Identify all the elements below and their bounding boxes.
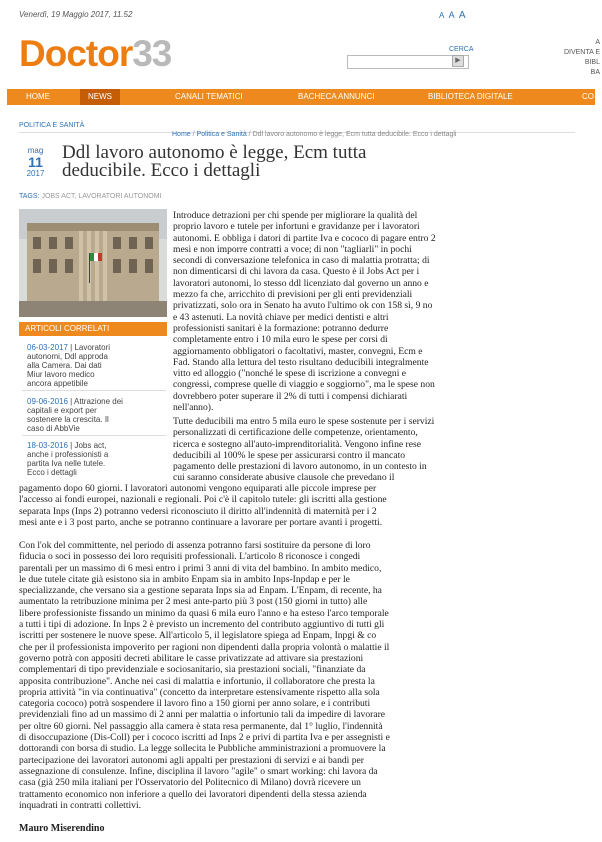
article-text-line: e 43 astenuti. La novità chiave per medici dentisti e altri: [173, 311, 389, 323]
article-date-day: 11: [28, 154, 43, 170]
article-tags: [19, 193, 162, 200]
article-text-line: Introduce detrazioni per chi spende per migliorare la qualità del: [173, 210, 418, 221]
article-text-line: trattamento economico non inferiore a quello dei lavoratori dipendenti della stessa azienda: [19, 788, 367, 800]
article-photo: [19, 209, 167, 317]
divider: [22, 390, 166, 391]
article-text-line: propria attività "in via continuativa" (concetto da interpretare estensivamente rispetto alla sola: [19, 686, 380, 698]
nav-item-biblioteca-digitale[interactable]: BIBLIOTECA DIGITALE: [428, 92, 513, 101]
nav-item-canali-tematici[interactable]: CANALI TEMATICI: [175, 92, 243, 101]
article-text-line: categoria cococo) potrà sospendere il lavoro fino a 150 giorni per anno solare, e i contributi: [19, 698, 371, 710]
article-text-line: aumentato la retribuzione minima per 2 mesi ante-parto più 3 post (150 giorni in tutto) alle: [19, 596, 368, 608]
article-text-line: Fad. Stando alla lettura del testo risultano deducibili integralmente: [173, 356, 429, 368]
article-text-line: assegnazione di consulenze. Infine, disciplina il lavoro "agile" o smart working: chi lavora da: [19, 765, 378, 777]
article-text-line: autonomi. E obbliga i datori di partite Iva e cococo di pagare entro 2: [173, 232, 436, 244]
article-text-line: personalizzati di certificazione delle competenze, orientamento,: [173, 427, 418, 439]
font-size-small-button[interactable]: A: [439, 11, 446, 20]
article-text-line: libere professioniste fissando un minimo da quasi 6 mila euro l'anno e ha esteso l'arco temporale: [19, 607, 389, 619]
top-bar: [0, 0, 595, 26]
article-text-line: specializzande, che versano sia a gestione separata Inps sia ad Enpam. L'Enpam, di recente, ha: [19, 585, 382, 597]
article-text-line: iscritti per sostenere le nuove spese. All'articolo 5, il legislatore spiega ad Enpam, Inpgi & co: [19, 630, 377, 642]
main-nav: [7, 89, 595, 105]
article-paragraph-1: [173, 210, 573, 413]
article-text-line: lavoratori autonomi, lo stesso ddl licenziato dal governo un anno e: [173, 277, 429, 289]
related-article-1[interactable]: 06-03-2017 | Lavoratori autonomi, Ddl approda alla Camera. Dai dati Miur lavoro medico ancora appetibile: [27, 343, 111, 388]
nav-item-bacheca-annunci[interactable]: BACHECA ANNUNCI: [298, 92, 375, 101]
article-text-line: professionisti sanitari è la formazione: potranno dedurre: [173, 322, 389, 334]
article-text-line: non dimenticarsi di chi lavora da casa. Questo è il Jobs Act per i: [173, 266, 420, 278]
section-label[interactable]: POLITICA E SANITÀ: [19, 122, 85, 129]
article-text-line: mesi ante e i 3 post parto, anche se potranno continuare a lavorare per portare avanti i progetti.: [19, 516, 383, 528]
article-title: Ddl lavoro autonomo è legge, Ecm tutta deducibile. Ecco i dettagli: [62, 142, 367, 181]
article-text-line: parentali per un massimo di 6 mesi entro i primi 3 anni di vita del bambino. In ambito medico,: [19, 562, 382, 574]
article-date: [19, 146, 52, 178]
article-text-line: secondi di conversazione telefonica in caso di malattia protratta; di: [173, 255, 430, 267]
article-text-line: proprio lavoro e tutele per infortuni e gravidanze per i lavoratori: [173, 221, 420, 233]
nav-item-news[interactable]: NEWS: [80, 89, 120, 105]
related-article-date: 18-03-2016: [27, 441, 68, 450]
article-text-line: fiducia o soci in possesso dei loro requisiti professionali. L'articolo 8 riconosce i congedi: [19, 551, 361, 563]
article-paragraph-2: [173, 416, 578, 484]
divider: [22, 435, 166, 436]
logo-number: 33: [132, 33, 172, 74]
article-text-line: cui saranno considerate abusive clausole che prevedano il: [173, 472, 395, 484]
site-logo[interactable]: [19, 33, 171, 73]
article-date-year: 2017: [26, 169, 45, 178]
article-text-line: complementari di tipo previdenziale e sociosanitario, sia prestazioni sociali, "finanziate da: [19, 664, 366, 676]
article-text-line: ricerca e sostegno all'auto-imprenditorialità. Vengono infine rese: [173, 438, 421, 450]
article-text-line: partecipazione dei lavoratori autonomi agli appalti per prestazioni di servizi e ai bandi per: [19, 754, 364, 766]
article-text-line: governo potrà con appositi decreti abilitare le casse privatizzate ad attivare sia prestazioni: [19, 652, 364, 664]
tags-list[interactable]: JOBS ACT, LAVORATORI AUTONOMI: [41, 193, 162, 200]
nav-item-more[interactable]: CO: [582, 92, 594, 101]
article-paragraph-4: [19, 540, 579, 811]
article-text-line: a tutti i tipi di adozione. In Inps 2 è previsto un incremento del contributo aggiuntivo di tutti gli: [19, 619, 385, 631]
breadcrumb-section[interactable]: Politica e Sanità: [196, 131, 247, 138]
breadcrumb-current: / Ddl lavoro autonomo è legge, Ecm tutta deducibile. Ecco i dettagli: [246, 131, 457, 138]
nav-item-home[interactable]: HOME: [26, 92, 50, 101]
article-text-line: di disoccupazione (Dis-Coll) per i cococo iscritti ad Inps 2 e privi di partita Iva e per assegnisti e: [19, 732, 390, 744]
article-author: Mauro Miserendino: [19, 823, 105, 834]
search-label: CERCA: [449, 46, 474, 53]
related-article-date: 09-06-2016: [27, 397, 68, 406]
breadcrumb-home[interactable]: Home: [172, 131, 191, 138]
article-text-line: privatizzati, solo ora in Senato ha avuto l'ultimo ok con 158 sì, 9 no: [173, 300, 433, 312]
article-text-line: pagamento delle prestazioni di lavoro autonomo, in un contesto in: [173, 461, 427, 473]
search-input[interactable]: [347, 55, 469, 69]
font-size-large-button[interactable]: A: [458, 10, 467, 21]
logo-text: Doctor: [19, 33, 133, 74]
related-articles-header: ARTICOLI CORRELATI: [19, 322, 167, 336]
article-text-line: vitto ed alloggio ("nonché le spese di iscrizione a convegni e: [173, 368, 407, 380]
article-text-line: Con l'ok del committente, nel periodo di assenza potranno farsi sostituire da persone di loro: [19, 540, 371, 551]
font-size-controls: [439, 10, 467, 21]
article-text-line: inquadrati in contratti collettivi.: [19, 799, 142, 811]
article-text-line: Tutte deducibili ma entro 5 mila euro le spese sostenute per i servizi: [173, 416, 435, 427]
article-text-line: che per il professionista impoverito per ragioni non dipendenti dalla propria volontà o malattie il: [19, 641, 390, 653]
article-text-line: aggiornamento obbligatori o facoltativi, master, convegni, Ecm e: [173, 345, 423, 357]
related-article-3[interactable]: 18-03-2016 | Jobs act, anche i professionisti a partita Iva nelle tutele. Ecco i dettagli: [27, 441, 109, 477]
article-text-line: pagamento dopo 60 giorni. I lavoratori autonomi vengono equiparati alle piccole imprese per: [19, 483, 377, 494]
article-date-month: mag: [27, 146, 44, 155]
article-text-line: nell'anno).: [173, 402, 214, 414]
right-promo[interactable]: A DIVENTA E BIBL BA: [563, 39, 600, 76]
article-text-line: l'accesso ai fondi europei, nazionali e regionali. Poi c'è il capitolo tutele: gli iscritti alla gestione: [19, 494, 387, 506]
breadcrumb: Home / Politica e Sanità / Ddl lavoro autonomo è legge, Ecm tutta deducibile. Ecco i dettagli: [172, 131, 457, 138]
article-text-line: deducibili al 100% le spese per assicurarsi contro il mancato: [173, 449, 406, 461]
font-size-medium-button[interactable]: A: [448, 10, 456, 20]
search-button[interactable]: ▶: [452, 55, 464, 67]
article-text-line: separata Inps (Inps 2) potranno vedersi riconosciuto il diritto all'indennità di maternità per i 2: [19, 505, 377, 517]
article-text-line: apposita contribuzione". Anche nei casi di malattia e infortunio, il collaboratore che presta la: [19, 675, 375, 687]
article-text-line: dottorandi con borsa di studio. La legge sollecita le Pubbliche amministrazioni a promuovere la: [19, 743, 386, 755]
tags-label: TAGS:: [19, 193, 40, 200]
current-date: Venerdì, 19 Maggio 2017, 11.52: [19, 10, 133, 19]
related-article-date: 06-03-2017: [27, 343, 68, 352]
article-text-line: congressi, comprese quelle di viaggio e soggiorno", ma le spese non: [173, 379, 435, 391]
article-text-line: completamente entro i 10 mila euro le spese per corsi di: [173, 334, 388, 346]
article-text-line: per oltre 60 giorni. Nel passaggio alla camera è stata resa permanente, dal 1° luglio, l'indennità: [19, 720, 383, 732]
article-text-line: mezzo fa che, arricchito di previsioni per gli enti previdenziali: [173, 289, 413, 301]
article-text-line: mesi e non imporre contratti a voce; di non "tagliarli" in pochi: [173, 243, 412, 255]
article-text-line: previdenziali fino ad un massimo di 2 anni per malattia o infortunio tali da impedire di lavorare: [19, 709, 386, 721]
article-paragraph-3: [19, 483, 579, 528]
article-text-line: dovrebbero poter superare il 2% di tutti i compensi dichiarati: [173, 390, 408, 402]
article-text-line: casa (già 250 mila italiani per l'Osservatorio del Politecnico di Milano) dovrà ricevere un: [19, 777, 361, 789]
article-text-line: le due tutele citate già esistono sia in ambito Enpam sia in ambito Inps-Inpdap e per le: [19, 573, 350, 585]
related-article-2[interactable]: 09-06-2016 | Attrazione dei capitali e export per sostenere la crescita. Il caso di AbbVie: [27, 397, 123, 433]
